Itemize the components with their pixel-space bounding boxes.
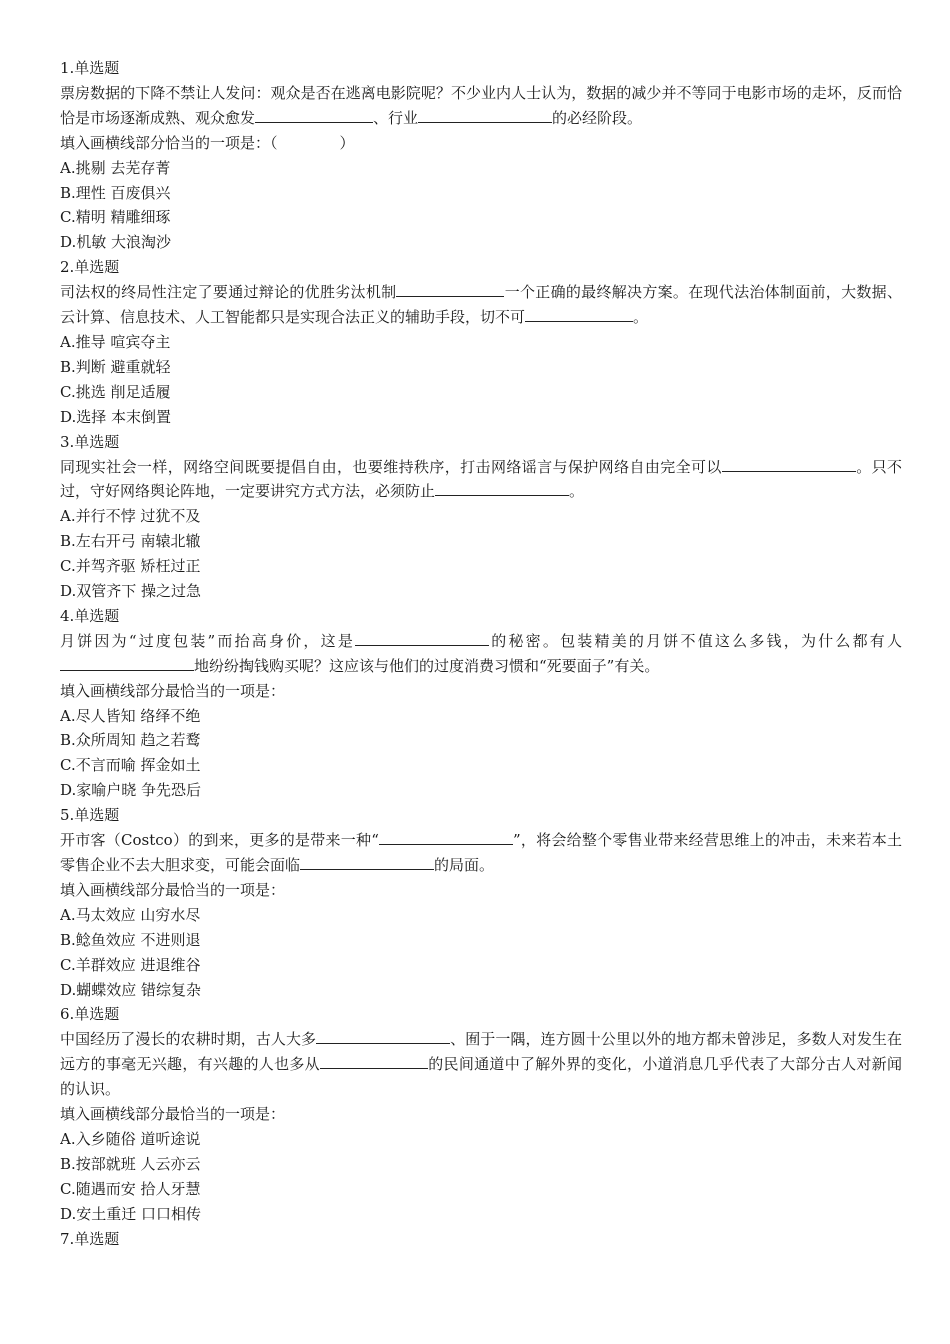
- option-a[interactable]: A.推导 喧宾夺主: [60, 332, 171, 351]
- question-prompt: 填入画横线部分最恰当的一项是：: [60, 1105, 286, 1124]
- question-1: [60, 56, 902, 255]
- question-stem: 同现实社会一样，网络空间既要提倡自由，也要维持秩序，打击网络谣言与保护网络自由完全可以 。只不过，守好网络舆论阵地，一定要讲究方式方法，必须防止 。: [60, 455, 902, 505]
- option-c[interactable]: C.不言而喻 挥金如土: [60, 756, 201, 775]
- answer-blank: [379, 828, 513, 845]
- question-prompt: 填入画横线部分恰当的一项是：（ ）: [60, 133, 355, 152]
- question-prompt: 填入画横线部分最恰当的一项是：: [60, 880, 286, 899]
- option-b[interactable]: B.众所周知 趋之若鹜: [60, 731, 201, 750]
- option-d[interactable]: D.选择 本末倒置: [60, 407, 172, 426]
- option-d[interactable]: D.双管齐下 操之过急: [60, 582, 202, 601]
- option-b[interactable]: B.左右开弓 南辕北辙: [60, 532, 201, 551]
- option-d[interactable]: D.机敏 大浪淘沙: [60, 233, 172, 252]
- question-stem: 司法权的终局性注定了要通过辩论的优胜劣汰机制 一个正确的最终解决方案。在现代法治体制面前，大数据、云计算、信息技术、人工智能都只是实现合法正义的辅助手段，切不可 。: [60, 280, 902, 330]
- option-a[interactable]: A.入乡随俗 道听途说: [60, 1129, 201, 1148]
- answer-blank: [320, 1052, 428, 1069]
- option-b[interactable]: B.判断 避重就轻: [60, 357, 171, 376]
- question-stem: 中国经历了漫长的农耕时期，古人大多 、囿于一隅，连方圆十公里以外的地方都未曾涉足，多数人对发生在远方的事毫无兴趣，有兴趣的人也多从 的民间通道中了解外界的变化，小道消息几乎代表了大部分古人对新闻的认识。: [60, 1027, 902, 1102]
- option-a[interactable]: A.并行不悖 过犹不及: [60, 507, 201, 526]
- option-b[interactable]: B.按部就班 人云亦云: [60, 1154, 201, 1173]
- answer-blank: [355, 629, 489, 646]
- question-4: [60, 604, 902, 803]
- option-d[interactable]: D.蝴蝶效应 错综复杂: [60, 980, 202, 999]
- option-d[interactable]: D.安土重迁 口口相传: [60, 1204, 202, 1223]
- question-header: 4.单选题: [60, 606, 120, 625]
- option-a[interactable]: A.马太效应 山穷水尽: [60, 905, 201, 924]
- answer-blank: [300, 853, 434, 870]
- answer-blank: [525, 305, 633, 322]
- answer-blank: [255, 106, 373, 123]
- option-c[interactable]: C.精明 精雕细琢: [60, 208, 171, 227]
- question-header: 6.单选题: [60, 1005, 120, 1024]
- option-c[interactable]: C.随遇而安 拾人牙慧: [60, 1179, 201, 1198]
- question-header: 2.单选题: [60, 258, 120, 277]
- answer-blank: [60, 654, 194, 671]
- answer-blank: [435, 479, 569, 496]
- option-c[interactable]: C.并驾齐驱 矫枉过正: [60, 557, 201, 576]
- answer-blank: [418, 106, 552, 123]
- option-b[interactable]: B.鲶鱼效应 不进则退: [60, 930, 201, 949]
- question-header: 1.单选题: [60, 59, 120, 77]
- question-6: [60, 1002, 902, 1226]
- question-prompt: 填入画横线部分最恰当的一项是：: [60, 681, 286, 700]
- question-stem: 票房数据的下降不禁让人发问：观众是否在逃离电影院呢？不少业内人士认为，数据的减少并不等同于电影市场的走坏，反而恰恰是市场逐渐成熟、观众愈发 、行业 的必经阶段。: [60, 83, 902, 127]
- answer-blank: [396, 280, 504, 297]
- question-header: 3.单选题: [60, 432, 120, 451]
- question-header: 7.单选题: [60, 1229, 120, 1248]
- answer-blank: [722, 455, 856, 472]
- option-c[interactable]: C.羊群效应 进退维谷: [60, 955, 201, 974]
- option-d[interactable]: D.家喻户晓 争先恐后: [60, 781, 202, 800]
- option-c[interactable]: C.挑选 削足适履: [60, 382, 171, 401]
- question-header: 5.单选题: [60, 806, 120, 825]
- question-stem: 月饼因为“过度包装”而抬高身价，这是 的秘密。包装精美的月饼不值这么多钱，为什么都有人地纷纷掏钱购买呢？这应该与他们的过度消费习惯和“死要面子”有关。: [60, 629, 902, 679]
- question-5: [60, 803, 902, 1002]
- answer-blank: [316, 1027, 450, 1044]
- question-sheet: [60, 56, 902, 1252]
- option-b[interactable]: B.理性 百废俱兴: [60, 183, 171, 202]
- option-a[interactable]: A.挑剔 去芜存菁: [60, 158, 171, 177]
- question-stem: 开市客（Costco）的到来，更多的是带来一种“ ”，将会给整个零售业带来经营思维上的冲击，未来若本土零售企业不去大胆求变，可能会面临 的局面。: [60, 828, 902, 878]
- option-a[interactable]: A.尽人皆知 络绎不绝: [60, 706, 201, 725]
- question-2: [60, 255, 902, 429]
- question-3: [60, 430, 902, 604]
- question-7: [60, 1227, 902, 1252]
